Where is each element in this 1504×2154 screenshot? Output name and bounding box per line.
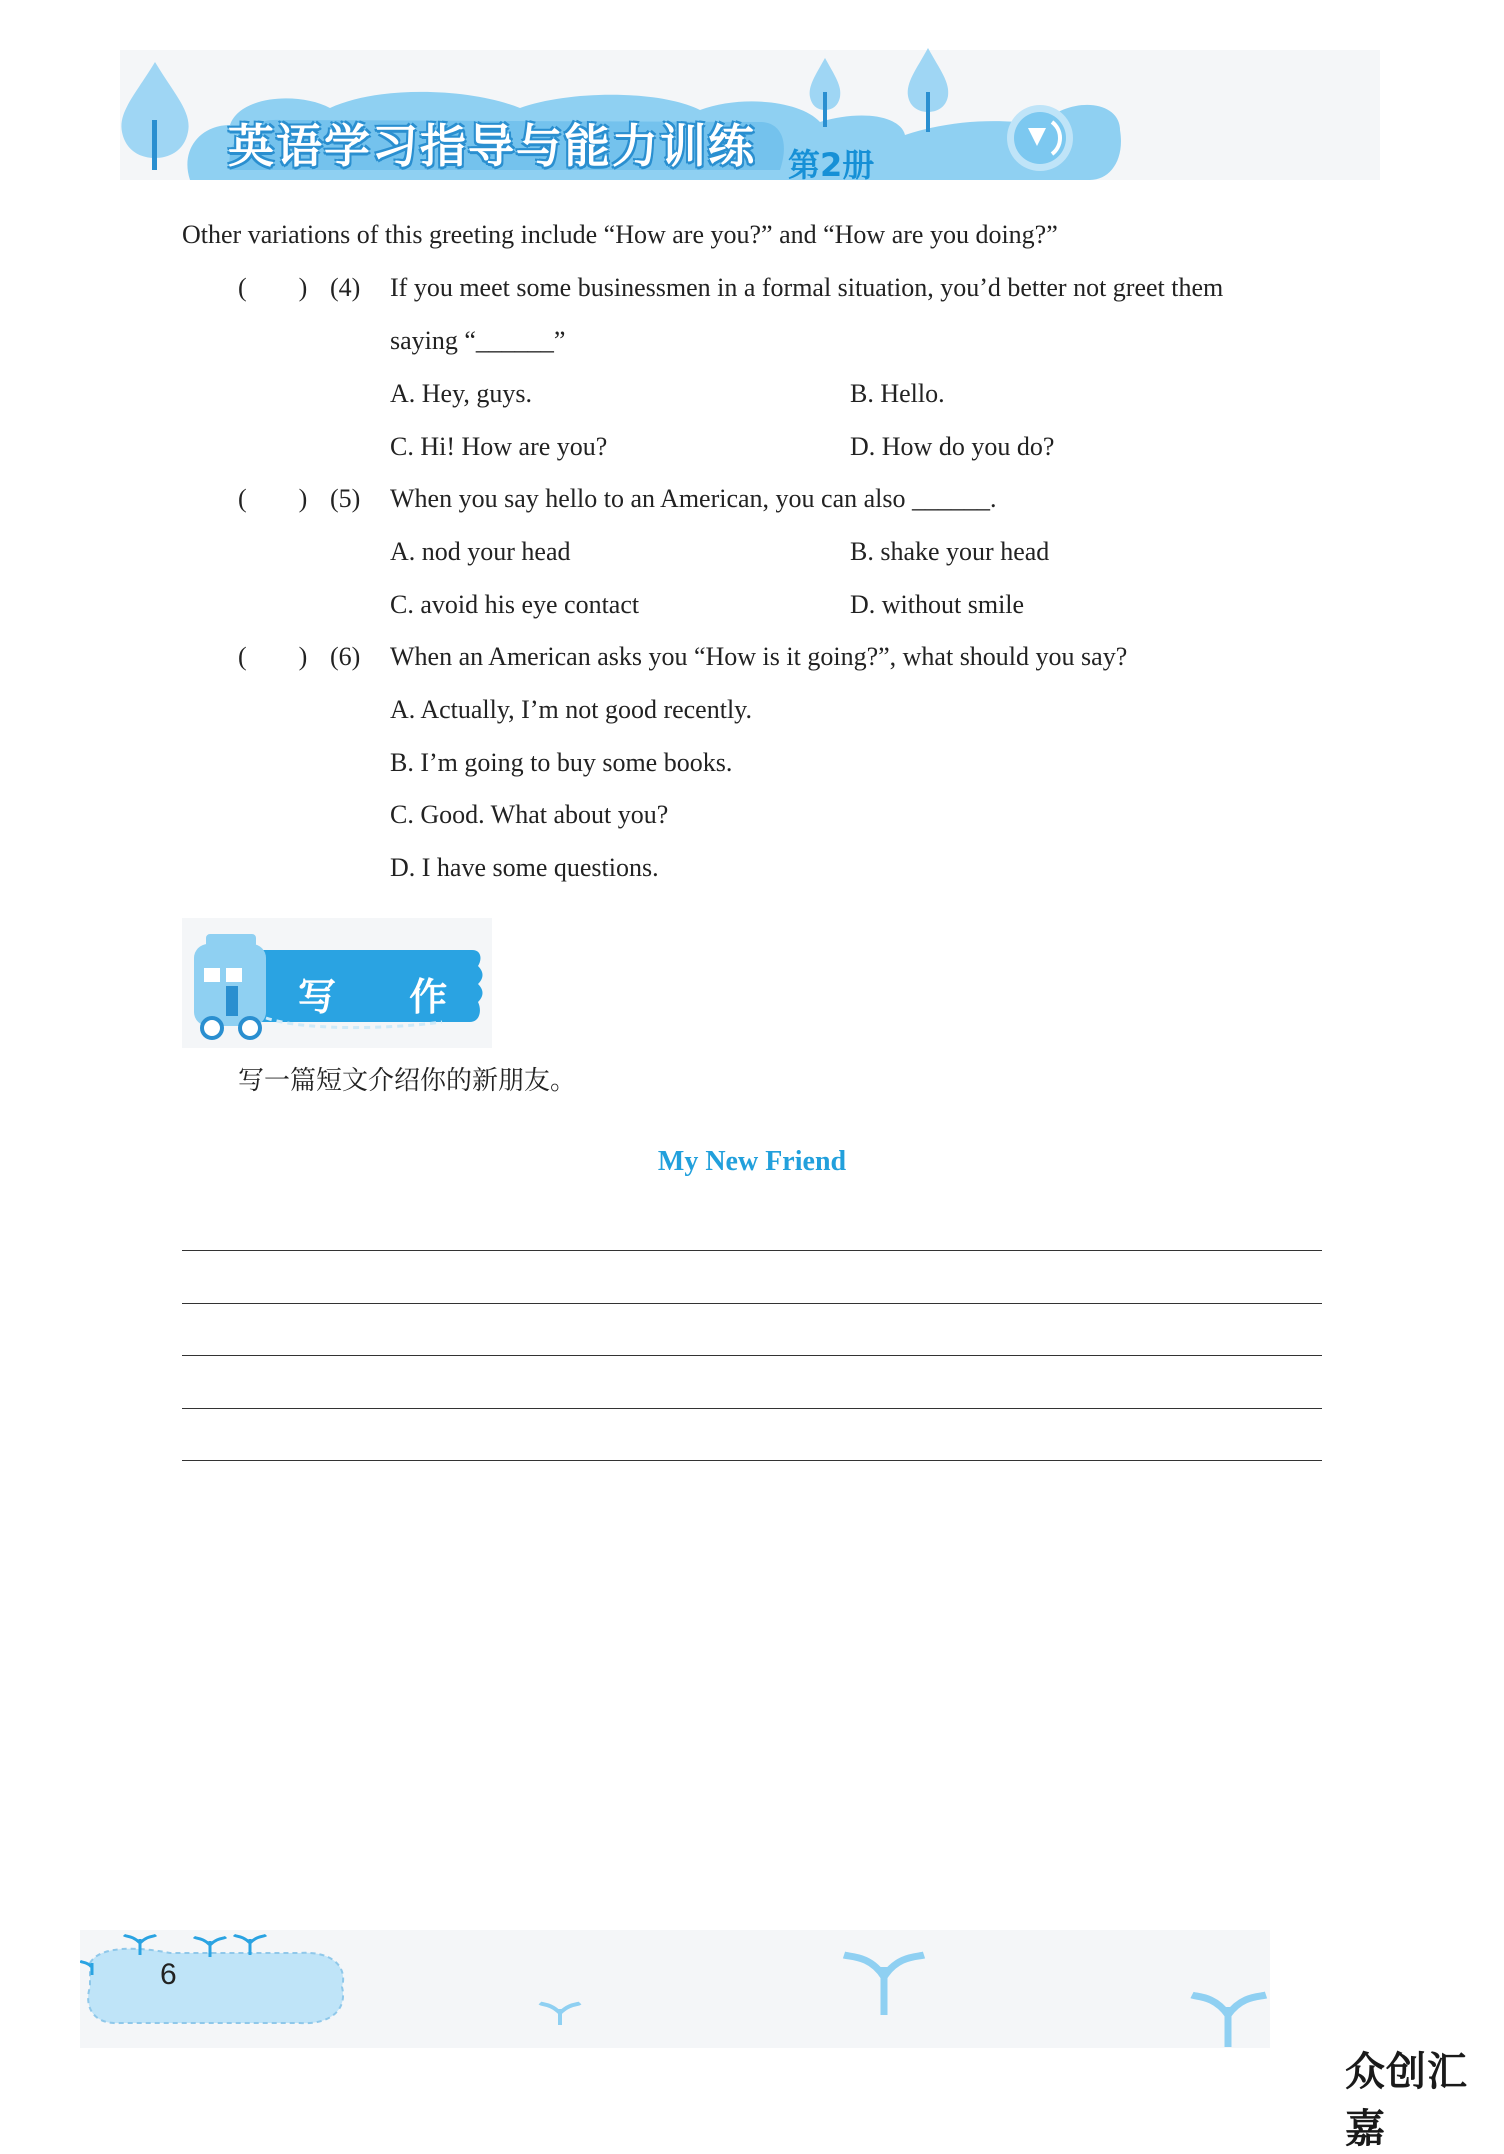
- question-stem-q6: When an American asks you “How is it going?”, what should you say?: [390, 642, 1128, 671]
- footer-decoration: [80, 1925, 1270, 2050]
- option-d-q6: D. I have some questions.: [390, 853, 659, 882]
- option-b-q5: B. shake your head: [850, 537, 1050, 566]
- option-c-q4: C. Hi! How are you?: [390, 432, 608, 461]
- option-c-q6: C. Good. What about you?: [390, 800, 669, 829]
- option-b-q4: B. Hello.: [850, 379, 945, 408]
- option-d-q4: D. How do you do?: [850, 432, 1055, 461]
- writing-line[interactable]: [182, 1460, 1322, 1461]
- option-a-q4: A. Hey, guys.: [390, 379, 533, 408]
- watermark: 众创汇嘉: [1345, 2049, 1468, 2152]
- option-a-q6: A. Actually, I’m not good recently.: [390, 695, 752, 724]
- page-number: 6: [160, 1958, 177, 1991]
- option-a-q5: A. nod your head: [390, 537, 571, 566]
- answer-blank-q4[interactable]: ( ): [238, 273, 308, 302]
- writing-line[interactable]: [182, 1303, 1322, 1304]
- question-stem-q5: When you say hello to an American, you can also ______.: [390, 484, 997, 513]
- header-volume: 第2册: [788, 146, 875, 184]
- essay-title: My New Friend: [657, 1146, 847, 1177]
- answer-blank-q5[interactable]: ( ): [238, 484, 308, 513]
- writing-instruction: 写一篇短文介绍你的新朋友。: [238, 1066, 577, 1096]
- writing-line[interactable]: [182, 1408, 1322, 1409]
- writing-line[interactable]: [182, 1355, 1322, 1356]
- writing-line[interactable]: [182, 1250, 1322, 1251]
- question-number-q6: (6): [330, 642, 361, 671]
- question-stem-q4-cont: saying “______”: [390, 326, 566, 355]
- option-d-q5: D. without smile: [850, 590, 1025, 619]
- question-number-q5: (5): [330, 484, 361, 513]
- question-number-q4: (4): [330, 273, 361, 302]
- question-stem-q4: If you meet some businessmen in a formal situation, you’d better not greet them: [390, 273, 1224, 302]
- section-label-writing: 写 作: [298, 975, 478, 1019]
- header-title: 英语学习指导与能力训练: [228, 119, 756, 173]
- option-b-q6: B. I’m going to buy some books.: [390, 748, 733, 777]
- option-c-q5: C. avoid his eye contact: [390, 590, 640, 619]
- intro-line: Other variations of this greeting include “How are you?” and “How are you doing?”: [182, 220, 1058, 249]
- answer-blank-q6[interactable]: ( ): [238, 642, 308, 671]
